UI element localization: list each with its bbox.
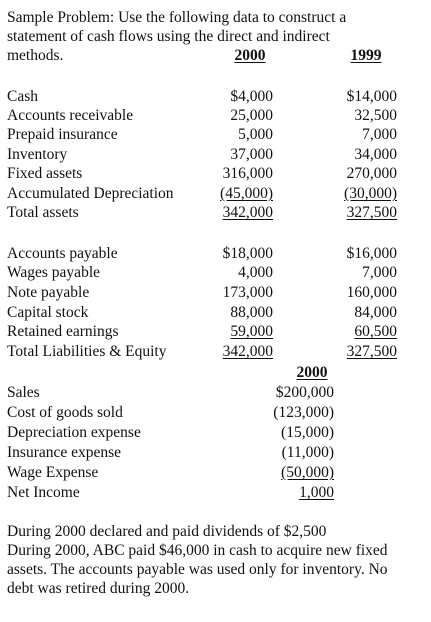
asset-depreciation-2000: (45,000) — [220, 185, 273, 202]
income-depreciation-value: (15,000) — [281, 424, 334, 441]
asset-label-total: Total assets — [7, 204, 79, 221]
liability-payable-2000: $18,000 — [222, 245, 273, 262]
liability-capital-2000: 88,000 — [230, 304, 273, 321]
asset-label-depreciation: Accumulated Depreciation — [7, 185, 174, 202]
liability-label-wages: Wages payable — [7, 264, 100, 281]
liability-retained-2000: 59,000 — [230, 323, 273, 340]
asset-fixed-2000: 316,000 — [222, 165, 273, 182]
income-label-insurance: Insurance expense — [7, 444, 122, 461]
asset-total-2000: 342,000 — [222, 204, 273, 221]
asset-prepaid-2000: 5,000 — [238, 126, 273, 143]
liability-wages-2000: 4,000 — [238, 264, 273, 281]
income-label-depreciation: Depreciation expense — [7, 424, 141, 441]
asset-fixed-1999: 270,000 — [346, 165, 397, 182]
year-2000-header: 2000 — [234, 47, 266, 64]
intro-line-1: Sample Problem: Use the following data to construct a — [7, 9, 347, 26]
income-sales-value: $200,000 — [275, 384, 334, 401]
income-cogs-value: (123,000) — [273, 404, 334, 421]
year-1999-header: 1999 — [350, 47, 382, 64]
liability-label-payable: Accounts payable — [7, 245, 118, 262]
liability-note-2000: 173,000 — [222, 284, 273, 301]
income-label-cogs: Cost of goods sold — [7, 404, 123, 421]
income-insurance-value: (11,000) — [281, 444, 334, 461]
liability-label-capital: Capital stock — [7, 304, 89, 321]
income-net-value: 1,000 — [299, 484, 334, 501]
income-label-net: Net Income — [7, 484, 80, 501]
asset-receivable-1999: 32,500 — [354, 107, 397, 124]
asset-label-cash: Cash — [7, 88, 38, 105]
income-label-sales: Sales — [7, 384, 40, 401]
liability-capital-1999: 84,000 — [354, 304, 397, 321]
asset-label-prepaid: Prepaid insurance — [7, 126, 118, 143]
liability-total-2000: 342,000 — [222, 343, 273, 360]
income-year-header: 2000 — [296, 364, 328, 381]
liability-note-1999: 160,000 — [346, 284, 397, 301]
liability-payable-1999: $16,000 — [346, 245, 397, 262]
income-wage-value: (50,000) — [281, 464, 334, 481]
liability-label-retained: Retained earnings — [7, 323, 119, 340]
asset-prepaid-1999: 7,000 — [362, 126, 397, 143]
asset-depreciation-1999: (30,000) — [344, 185, 397, 202]
asset-receivable-2000: 25,000 — [230, 107, 273, 124]
asset-inventory-2000: 37,000 — [230, 146, 273, 163]
liability-total-1999: 327,500 — [346, 343, 397, 360]
liability-label-total: Total Liabilities & Equity — [7, 343, 167, 360]
asset-cash-1999: $14,000 — [346, 88, 397, 105]
asset-label-receivable: Accounts receivable — [7, 107, 134, 124]
intro-line-2: statement of cash flows using the direct and indirect — [7, 28, 330, 45]
income-label-wage: Wage Expense — [7, 464, 99, 481]
asset-label-inventory: Inventory — [7, 146, 68, 163]
intro-line-3: methods. — [7, 47, 64, 64]
note-dividends: During 2000 declared and paid dividends of $2,500 — [7, 523, 327, 540]
asset-label-fixed: Fixed assets — [7, 165, 83, 182]
notes-block — [7, 522, 417, 598]
note-fixed-assets: During 2000, ABC paid $46,000 in cash to acquire new fixed assets. The accounts payable was used only for inventory. No debt was retired during 2000. — [7, 542, 388, 597]
asset-inventory-1999: 34,000 — [354, 146, 397, 163]
liability-label-note: Note payable — [7, 284, 90, 301]
asset-cash-2000: $4,000 — [230, 88, 273, 105]
liability-retained-1999: 60,500 — [354, 323, 397, 340]
liability-wages-1999: 7,000 — [362, 264, 397, 281]
asset-total-1999: 327,500 — [346, 204, 397, 221]
